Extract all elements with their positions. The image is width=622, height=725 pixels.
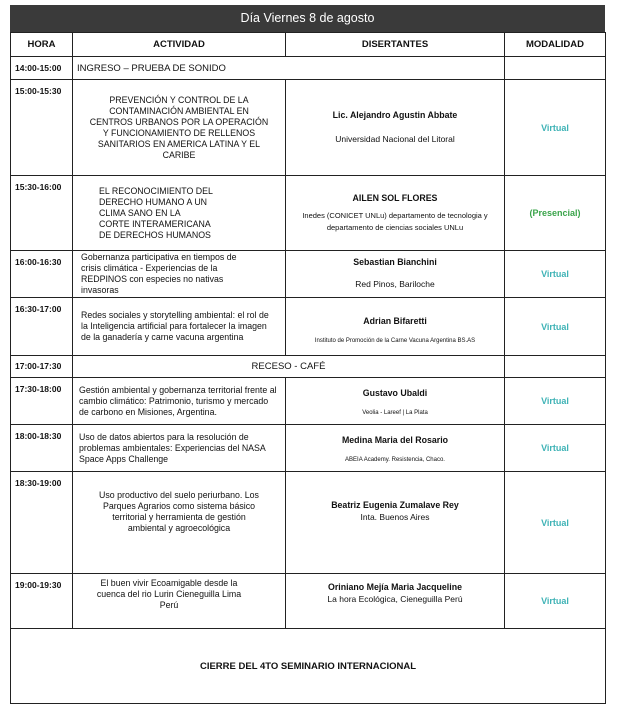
speaker-name: AILEN SOL FLORES	[352, 192, 438, 203]
table-row	[11, 378, 606, 425]
speaker-name: Lic. Alejandro Agustin Abbate	[332, 110, 458, 120]
row-speaker	[286, 472, 505, 574]
table-row	[11, 356, 606, 378]
row-activity	[73, 298, 286, 356]
row-activity	[73, 356, 505, 378]
row-activity	[73, 80, 286, 176]
table-row	[11, 57, 606, 80]
row-activity	[73, 251, 286, 298]
speaker-name: Oriniano Mejía Maria Jacqueline	[328, 582, 462, 592]
row-speaker	[286, 80, 505, 176]
speaker-institution: ABEIA Academy. Resistencia, Chaco.	[345, 456, 445, 463]
row-speaker	[286, 378, 505, 425]
table-row	[11, 574, 606, 629]
table-header-row	[11, 33, 606, 57]
row-activity-text: Gobernanza participativa en tiempos de crisis climática - Experiencias de la REDPINOS con especies no nativas invasoras	[81, 252, 237, 295]
row-activity-text: Gestión ambiental y gobernanza territorial frente al cambio climático: Patrimonio, turismo y mercado de carbono en Misiones, Argentina.	[79, 384, 277, 417]
schedule-page	[10, 5, 605, 704]
row-activity	[73, 574, 286, 629]
row-modality: Virtual	[505, 425, 606, 472]
table-row	[11, 298, 606, 356]
row-speaker	[286, 251, 505, 298]
row-time: 17:00-17:30	[11, 356, 73, 378]
table-row	[11, 176, 606, 251]
row-activity-text: RECESO - CAFÉ	[251, 361, 326, 372]
table-row	[11, 80, 606, 176]
speaker-institution: Inta. Buenos Aires	[360, 511, 430, 522]
speaker-name: Gustavo Ubaldi	[362, 388, 428, 398]
row-activity-text: Uso productivo del suelo periurbano. Los Parques Agrarios como sistema básico territorial y herramienta de gestión ambiental y agroecológica	[99, 490, 259, 533]
row-modality-empty	[505, 356, 606, 378]
header-hora: HORA	[11, 33, 73, 57]
speaker-name: Sebastian Bianchini	[353, 257, 437, 267]
header-actividad: ACTIVIDAD	[73, 33, 286, 57]
row-activity-text: PREVENCIÓN Y CONTROL DE LA CONTAMINACIÓN AMBIENTAL EN CENTROS URBANOS POR LA OPERACIÓN Y FUNCIONAMIENTO DE RELLENOS SANITARIOS EN AMERICA LATINA Y EL CARIBE	[89, 94, 269, 160]
row-time: 19:00-19:30	[11, 574, 73, 629]
speaker-name: Beatriz Eugenia Zumalave Rey	[331, 500, 459, 510]
row-speaker	[286, 574, 505, 629]
row-time: 16:30-17:00	[11, 298, 73, 356]
speaker-institution: Red Pinos, Bariloche	[355, 278, 435, 289]
closing-text: CIERRE DEL 4TO SEMINARIO INTERNACIONAL	[11, 629, 606, 704]
row-speaker	[286, 176, 505, 251]
row-modality: Virtual	[505, 80, 606, 176]
row-modality: Virtual	[505, 298, 606, 356]
row-speaker	[286, 425, 505, 472]
row-time: 15:30-16:00	[11, 176, 73, 251]
row-modality: (Presencial)	[505, 176, 606, 251]
speaker-institution: Inedes (CONICET UNLu) departamento de tecnologia y departamento de ciencias sociales UNLu	[302, 211, 488, 232]
row-time: 17:30-18:00	[11, 378, 73, 425]
row-activity	[73, 57, 505, 80]
row-time: 16:00-16:30	[11, 251, 73, 298]
row-time: 18:30-19:00	[11, 472, 73, 574]
row-activity	[73, 378, 286, 425]
row-activity-text: EL RECONOCIMIENTO DEL DERECHO HUMANO A UN CLIMA SANO EN LA CORTE INTERAMERICANA DE DERECHOS HUMANOS	[99, 185, 213, 240]
speaker-name: Adrian Bifaretti	[363, 316, 427, 326]
row-time: 18:00-18:30	[11, 425, 73, 472]
table-row	[11, 251, 606, 298]
row-modality: Virtual	[505, 251, 606, 298]
row-activity	[73, 425, 286, 472]
speaker-institution: Instituto de Promoción de la Carne Vacuna Argentina BS.AS	[314, 337, 476, 344]
row-modality: Virtual	[505, 378, 606, 425]
header-modalidad: MODALIDAD	[505, 33, 606, 57]
row-activity-text: Uso de datos abiertos para la resolución de problemas ambientales: Experiencias del NASA Space Apps Challenge	[79, 431, 266, 464]
speaker-institution: Universidad Nacional del Litoral	[335, 133, 455, 144]
row-activity-text: Redes sociales y storytelling ambiental: el rol de la Inteligencia artificial para fortalecer la imagen de la ganadería y carne vacuna argentina	[81, 310, 269, 342]
row-activity	[73, 472, 286, 574]
schedule-table	[10, 32, 606, 704]
closing-row	[11, 629, 606, 704]
row-time: 14:00-15:00	[11, 57, 73, 80]
row-activity-text: INGRESO – PRUEBA DE SONIDO	[77, 62, 226, 74]
row-speaker	[286, 298, 505, 356]
row-activity-text: El buen vivir Ecoamigable desde la cuenca del rio Lurin Cieneguilla Lima Perú	[96, 578, 242, 610]
row-modality: Virtual	[505, 574, 606, 629]
row-modality-empty	[505, 57, 606, 80]
speaker-name: Medina Maria del Rosario	[341, 435, 449, 445]
row-activity	[73, 176, 286, 251]
speaker-institution: Veolia - Lareef | La Plata	[362, 409, 428, 416]
table-row	[11, 425, 606, 472]
speaker-institution: La hora Ecológica, Cieneguilla Perú	[327, 593, 463, 604]
page-title: Día Viernes 8 de agosto	[10, 5, 605, 32]
row-time: 15:00-15:30	[11, 80, 73, 176]
row-modality: Virtual	[505, 472, 606, 574]
header-disertantes: DISERTANTES	[286, 33, 505, 57]
table-row	[11, 472, 606, 574]
